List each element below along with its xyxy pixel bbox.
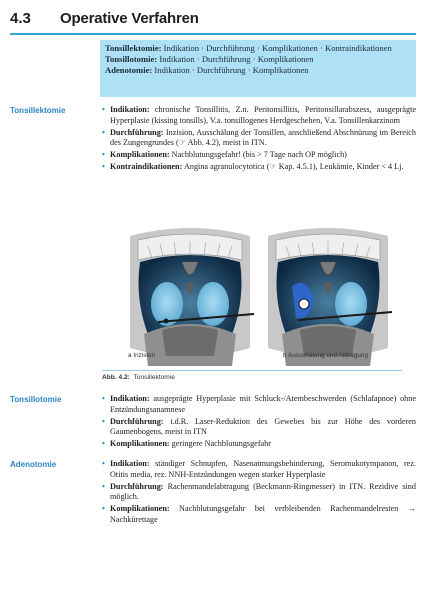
item-label: Durchführung: bbox=[110, 481, 164, 491]
overview-text: Indikation · Durchführung · Komplikationen bbox=[152, 65, 309, 76]
list-item bbox=[102, 459, 416, 481]
item-label: Indikation: bbox=[110, 459, 150, 468]
list-item bbox=[102, 150, 416, 161]
overview-text: Indikation · Durchführung · Komplikationen · Kontraindikationen bbox=[161, 43, 392, 53]
section-tonsillotomie bbox=[102, 394, 416, 451]
item-text: Inzision, Ausschälung der Tonsillen, anschließend Abschnürung im Bereich des Zungengrundes (☞ Abb. 4.2), meist in ITN. bbox=[110, 127, 416, 148]
figure-caption-b: b Ausschälung und Abtragung bbox=[283, 352, 368, 359]
list-item bbox=[102, 417, 416, 439]
item-text: Angina agranulocytotica (☞ Kap. 4.5.1), Leukämie, Kinder < 4 Lj. bbox=[182, 161, 404, 171]
tonsillektomie-illustration bbox=[122, 226, 396, 370]
section-tonsillektomie bbox=[102, 105, 416, 174]
figure-title bbox=[102, 374, 175, 381]
item-text: Nachblutungsgefahr! (bis > 7 Tage nach OP möglich) bbox=[169, 150, 347, 160]
header-rule bbox=[10, 33, 416, 35]
chapter-number: 4.3 bbox=[10, 10, 31, 27]
item-label: Komplikationen: bbox=[110, 439, 170, 449]
figure-rule bbox=[102, 370, 402, 371]
list-item bbox=[102, 105, 416, 127]
figure-title-text: Tonsillektomie bbox=[133, 374, 175, 381]
item-label: Kontraindikationen: bbox=[110, 161, 183, 171]
section-adenotomie bbox=[102, 459, 416, 527]
list-item bbox=[102, 394, 416, 416]
list-item bbox=[102, 504, 416, 526]
item-label: Indikation: bbox=[110, 394, 150, 403]
overview-text: Indikation · Durchführung · Komplikationen bbox=[157, 54, 314, 65]
figure-number: Abb. 4.2: bbox=[102, 374, 130, 381]
item-text: i.d.R. Laser-Reduktion des Gewebes bis zur Höhe des vorderen Gaumenbogens, meist in ITN bbox=[110, 416, 416, 437]
overview-label: Adenotomie: bbox=[105, 65, 153, 76]
item-text: Rachenmandelabtragung (Beckmann-Ringmesser) in ITN. Rezidive sind möglich. bbox=[110, 481, 416, 502]
item-label: Durchführung: bbox=[110, 416, 164, 426]
figure-caption-a: a Inzision bbox=[128, 352, 155, 359]
item-text: Nachblutungsgefahr bei verbleibenden Rachenmandelresten → Nachkürettage bbox=[110, 504, 416, 524]
panel-b-mouth bbox=[268, 228, 392, 366]
item-text: geringere Nachblutungsgefahr bbox=[169, 439, 272, 449]
list-item bbox=[102, 162, 416, 173]
item-text: ständiger Schnupfen, Nasenatmungsbehinderung, Seromukotympanon, rez. Otitis media, rez. NNH-Entzündungen wegen starker Hyperplasie bbox=[110, 459, 416, 479]
overview-row-adenotomie bbox=[105, 65, 411, 76]
item-label: Komplikationen: bbox=[110, 504, 170, 514]
overview-label: Tonsillektomie: bbox=[105, 43, 162, 53]
item-label: Durchführung: bbox=[110, 127, 164, 137]
overview-label: Tonsillotomie: bbox=[105, 54, 158, 65]
chapter-title: Operative Verfahren bbox=[60, 10, 199, 27]
item-text: ausgeprägte Hyperplasie mit Schluck-/Atembeschwerden (Schlafapnoe) ohne Entzündungsanamnese bbox=[110, 394, 416, 414]
overview-box bbox=[100, 40, 416, 97]
section-label-adenotomie: Adenotomie bbox=[10, 460, 57, 469]
item-text: chronische Tonsillitis, Z.n. Peritonsillitis, Peritonsillarabszess, ausgeprägte Hyperplasie (kissing tonsills), V.a. tonsillogenes Herdgeschehen, V.a. Tonsillenkarzinom bbox=[110, 105, 416, 125]
overview-row-tonsillektomie bbox=[105, 43, 411, 54]
item-label: Indikation: bbox=[110, 105, 150, 114]
panel-a-mouth bbox=[130, 228, 254, 366]
overview-row-tonsillotomie bbox=[105, 54, 411, 65]
item-label: Komplikationen: bbox=[110, 150, 170, 160]
section-label-tonsillotomie: Tonsillotomie bbox=[10, 395, 62, 404]
list-item bbox=[102, 482, 416, 504]
section-label-tonsillektomie: Tonsillektomie bbox=[10, 106, 66, 115]
list-item bbox=[102, 439, 416, 450]
list-item bbox=[102, 128, 416, 150]
chapter-header bbox=[10, 10, 416, 34]
